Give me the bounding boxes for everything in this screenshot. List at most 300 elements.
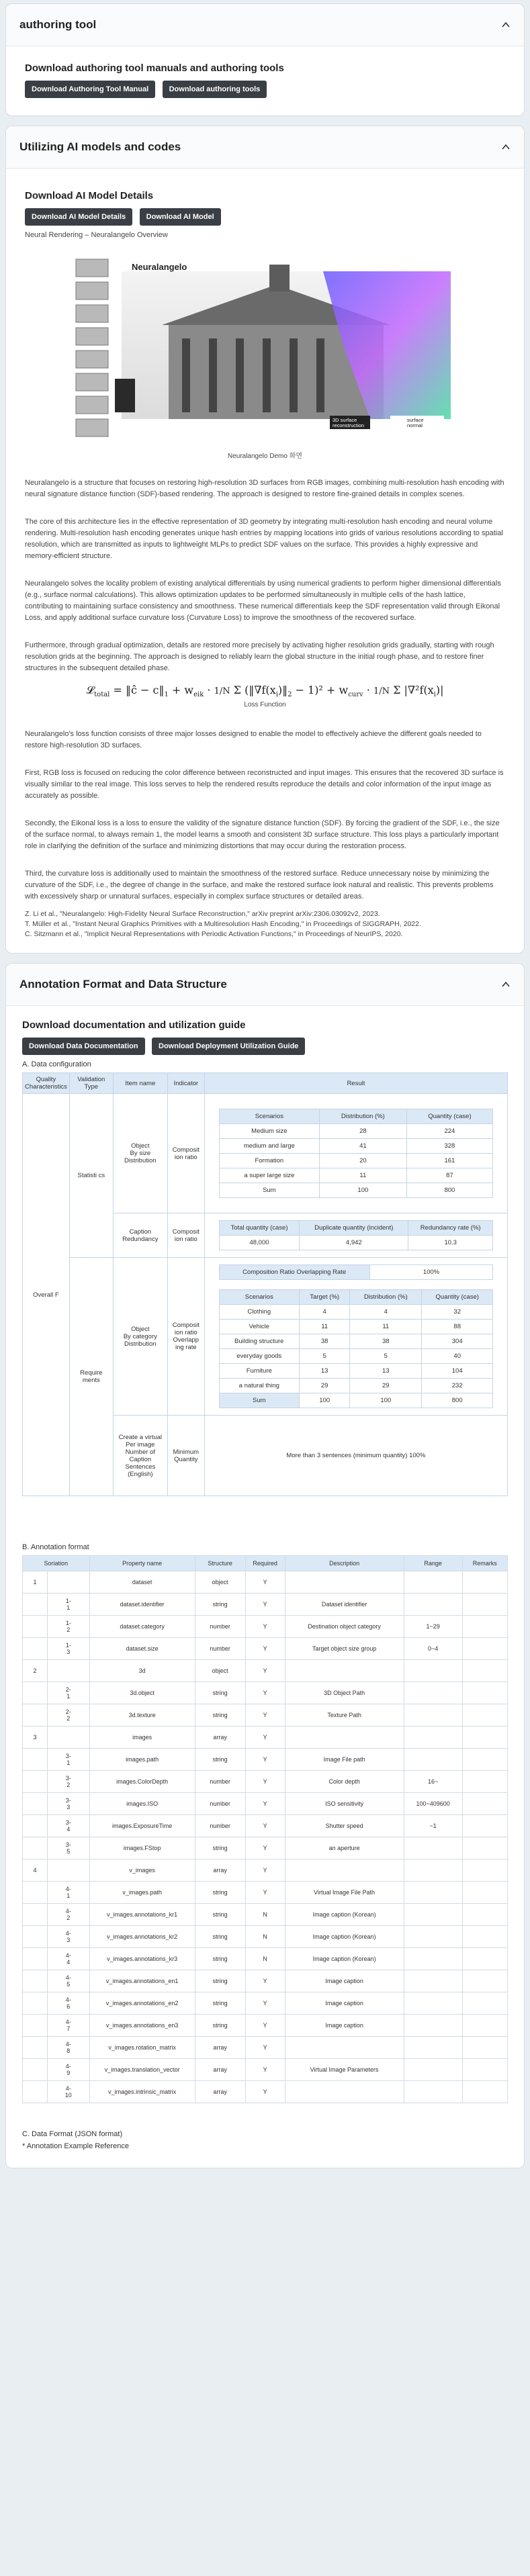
table-cell: v_images.annotations_kr1 [89,1904,195,1926]
table-cell: dataset.size [89,1638,195,1660]
table-cell: 161 [406,1154,493,1168]
table-cell [462,1815,507,1837]
table-cell: 13 [299,1364,349,1379]
table-cell [462,1704,507,1727]
table-cell: v_images.annotations_kr2 [89,1926,195,1948]
table-cell [404,1904,462,1926]
table-cell: 3- 4 [48,1815,90,1837]
table-cell: Y [245,1837,285,1859]
table-cell: Image caption [285,1992,404,2015]
table-row [23,1948,508,1970]
download-deployment-guide-button[interactable]: Download Deployment Utilization Guide [152,1038,305,1055]
table-cell: number [195,1815,245,1837]
col-header: Redundancy rate (%) [408,1221,493,1236]
paragraph: Furthermore, through gradual optimization, details are restored more precisely by activating higher resolution grids gradually, starting with rough resolution grids at the beginning. The approach is designed to reliably learn the global structure in the initial rough phase, and to restore finer structures in the subsequent detailed phase. [25,641,494,672]
paragraph: First, RGB loss is focused on reducing the color difference between reconstructed and input images. This ensures that the recovered 3D surface is visually similar to the real image. This loss serves to help the rendered results reproduce the details and color information of the input image as accurately as possible. [25,769,504,800]
col-header: Item name [113,1073,167,1094]
table-row [23,1926,508,1948]
result-cell: More than 3 sentences (minimum quantity) 100% [204,1416,507,1496]
table-cell [23,1749,48,1771]
table-cell [23,1970,48,1992]
table-cell [404,1571,462,1594]
col-header: Duplicate quantity (incident) [300,1221,408,1236]
table-row [23,1904,508,1926]
table-cell [23,1638,48,1660]
table-cell: Furniture [219,1364,299,1379]
table-cell: string [195,1970,245,1992]
section-title: authoring tool [19,18,97,31]
ai-models-header[interactable] [6,126,524,169]
table-cell [462,1837,507,1859]
table-row [23,1815,508,1837]
table-row [23,1749,508,1771]
table-cell: 1~29 [404,1616,462,1638]
col-header: Range [404,1556,462,1571]
paragraph: Third, the curvature loss is additionally used to maintain the smoothness of the restored surface. Reduce unnecessary noise by minimizing the curvature of the SDF, i.e., the degree of change in the surface, and make the restored surface look natural and realistic. This prevents problems with excessively sharp or unnatural surfaces, especially in complex surface structures or detailed areas. [25,870,494,901]
table-cell [23,1926,48,1948]
annotation-format-label: B. Annotation format [22,1543,89,1552]
table-cell: Virtual Image Parameters [285,2059,404,2081]
table-cell [404,2059,462,2081]
table-cell: 4- 5 [48,1970,90,1992]
table-cell: Y [245,1771,285,1793]
table-row [23,1793,508,1815]
table-cell [285,1859,404,1882]
table-cell: v_images.annotations_kr3 [89,1948,195,1970]
table-cell [48,1859,90,1882]
quality-cell: Overall F [23,1094,70,1496]
table-cell: 3d.texture [89,1704,195,1727]
table-cell: Image caption (Korean) [285,1904,404,1926]
table-cell [462,1882,507,1904]
table-cell: 3 [23,1727,48,1749]
indicator-cell: Composit ion ratio Overlapp ing rate [167,1258,204,1416]
table-cell: 40 [422,1349,493,1364]
table-cell [404,1727,462,1749]
reference-item: T. Müller et al., "Instant Neural Graphics Primitives with a Multiresolution Hash Encoding," in Proceedings of SIGGRAPH, 2022. [25,920,421,929]
table-cell: 48,000 [219,1236,300,1250]
table-cell [23,1594,48,1616]
validation-type-cell: Require ments [69,1258,113,1496]
table-cell: string [195,1882,245,1904]
table-row [23,1704,508,1727]
col-header: Distribution (%) [320,1109,407,1124]
table-cell: 100 [350,1393,422,1408]
table-cell [462,1970,507,1992]
table-cell: Y [245,1571,285,1594]
table-cell [462,2015,507,2037]
table-cell [404,2081,462,2103]
references [25,909,505,939]
data-configuration-label: A. Data configuration [22,1060,91,1069]
table-cell: string [195,2015,245,2037]
paragraph: Neuralangelo is a structure that focuses on restoring high-resolution 3D surfaces from RGB images, combining multi-resolution hash encoding with neural signature distance function (SDF)-based rendering. The approach is designed to restore fine-grained details in complex scenes. [25,479,504,498]
table-cell: number [195,1771,245,1793]
table-cell: 29 [299,1379,349,1393]
table-cell [23,1882,48,1904]
table-cell: 100% [369,1265,492,1280]
table-cell: Y [245,1815,285,1837]
table-cell: 100~409600 [404,1793,462,1815]
size-distribution-table [219,1109,494,1198]
table-cell: 87 [406,1168,493,1183]
table-cell: string [195,1749,245,1771]
table-row [23,1727,508,1749]
chevron-up-icon[interactable] [501,980,511,989]
figure-label: Neuralangelo [131,262,187,272]
table-cell [23,2059,48,2081]
table-row [23,2081,508,2103]
table-cell: Composition Ratio Overlapping Rate [219,1265,369,1280]
chevron-up-icon[interactable] [501,142,511,152]
table-cell: 224 [406,1124,493,1139]
col-header: Remarks [462,1556,507,1571]
table-cell: 10.3 [408,1236,493,1250]
table-row [23,1638,508,1660]
table-cell: Y [245,1660,285,1682]
table-cell: string [195,1904,245,1926]
table-cell: Y [245,1793,285,1815]
indicator-cell: Composit ion ratio [167,1213,204,1258]
paragraph: Secondly, the Eikonal loss is a loss to ensure the validity of the signature distance function (SDF). By forcing the gradient of the SDF, i.e., the size of the surface normal, to always remain 1, the model learns a smooth and consistent 3D surface structure. This loss plays a particularly important role in clarifying the definition of the surface and minimizing distortions that may occur during the restoration process. [25,819,500,851]
table-row [23,1970,508,1992]
table-cell [462,1571,507,1594]
table-cell: Y [245,1727,285,1749]
table-cell: 4- 10 [48,2081,90,2103]
table-cell: Y [245,2015,285,2037]
table-row [23,1616,508,1638]
col-header: Property name [89,1556,195,1571]
table-cell: images.FStop [89,1837,195,1859]
table-cell: object [195,1571,245,1594]
table-cell: dataset.identifier [89,1594,195,1616]
table-cell: number [195,1793,245,1815]
table-cell: number [195,1616,245,1638]
table-cell [404,1594,462,1616]
table-cell: 38 [350,1334,422,1349]
table-cell [23,1815,48,1837]
table-cell: number [195,1638,245,1660]
table-cell: 104 [422,1364,493,1379]
table-cell [462,2037,507,2059]
table-cell: 4 [23,1859,48,1882]
breadcrumb: Neural Rendering – Neuralangelo Overview [25,231,168,239]
paragraph: Neuralangelo solves the locality problem of existing analytical differentials by using numerical gradients to perform higher dimensional differentials (e.g., surface normal calculations). This allows optimization updates to be performed simultaneously in multiple cells of the hash lattice, contributing to maintaining surface consistency and smoothness. These numerical differentials keep the SDF representation valid through Eikonal Loss, and apply additional surface curvature loss (Curvature Loss) to improve the smoothness of the recovered surface. [25,580,501,622]
table-cell: 4- 3 [48,1926,90,1948]
table-cell: 4- 9 [48,2059,90,2081]
table-cell [285,1571,404,1594]
table-cell: 800 [422,1393,493,1408]
annotation-format-card [5,963,525,2168]
table-cell [23,1682,48,1704]
result-cell [204,1258,507,1416]
table-cell: Vehicle [219,1320,299,1334]
table-cell [404,1682,462,1704]
table-cell: string [195,1837,245,1859]
overlap-table [219,1264,494,1280]
table-cell: 328 [406,1139,493,1154]
item-name-cell: Object By category Distribution [113,1258,167,1416]
table-cell: 11 [350,1320,422,1334]
table-cell: Y [245,1704,285,1727]
table-cell: array [195,1859,245,1882]
table-cell: Y [245,1616,285,1638]
table-cell: 2- 2 [48,1704,90,1727]
table-cell [404,1749,462,1771]
result-cell [204,1094,507,1213]
table-cell: v_images.annotations_en2 [89,1992,195,2015]
col-header: Quality Characteristics [23,1073,70,1094]
col-header: Scenarios [219,1109,320,1124]
table-cell: 5 [299,1349,349,1364]
section-heading: Download documentation and utilization guide [22,1019,246,1031]
table-cell: 5 [350,1349,422,1364]
table-cell [404,1992,462,2015]
table-cell [48,1727,90,1749]
table-cell: N [245,1926,285,1948]
table-cell [462,1638,507,1660]
table-cell: Y [245,1992,285,2015]
table-cell: array [195,2059,245,2081]
table-cell: Y [245,1682,285,1704]
table-cell: 304 [422,1334,493,1349]
table-cell [462,1948,507,1970]
table-cell: Image caption [285,1970,404,1992]
table-cell: 3- 3 [48,1793,90,1815]
category-distribution-table [219,1289,494,1408]
section-title: Utilizing AI models and codes [19,140,181,153]
annotation-example-note: * Annotation Example Reference [22,2142,129,2151]
table-cell: array [195,1727,245,1749]
download-model-button[interactable]: Download AI Model [140,208,221,226]
table-cell: images.ISO [89,1793,195,1815]
table-row [23,2015,508,2037]
table-cell: Y [245,1638,285,1660]
table-cell: string [195,1594,245,1616]
table-cell: Image caption (Korean) [285,1926,404,1948]
table-cell: Clothing [219,1305,299,1320]
table-cell [285,2037,404,2059]
download-manual-button[interactable]: Download Authoring Tool Manual [25,81,155,98]
item-name-cell: Object By size Distribution [113,1094,167,1213]
table-cell: 2 [23,1660,48,1682]
col-header: Scenarios [219,1290,299,1305]
table-cell [462,1682,507,1704]
table-cell: Sum [219,1183,320,1198]
validation-type-cell: Statisti cs [69,1094,113,1258]
table-cell [404,2015,462,2037]
table-cell: images.ColorDepth [89,1771,195,1793]
loss-formula: 𝓛$_{total}$ = ‖ĉ − $c‖_1 + w_{eik} \cdot 1/N$ Σ $(‖\nabla f(x_i)‖_2 - 1)^2 + w_{curv} \cdot 1/N$ Σ $|\nabla^2f(x_i)|$ [86,684,444,699]
table-cell: Building structure [219,1334,299,1349]
table-cell: a natural thing [219,1379,299,1393]
table-cell [462,1749,507,1771]
table-cell: 11 [320,1168,407,1183]
table-cell: 3- 5 [48,1837,90,1859]
table-cell [23,2037,48,2059]
table-cell: 32 [422,1305,493,1320]
table-cell: 29 [350,1379,422,1393]
table-cell: 3- 1 [48,1749,90,1771]
table-cell: 4 [299,1305,349,1320]
table-cell [23,1771,48,1793]
table-cell [462,1793,507,1815]
table-cell: Y [245,2059,285,2081]
table-cell: Destination object category [285,1616,404,1638]
table-cell: everyday goods [219,1349,299,1364]
table-cell [23,1904,48,1926]
col-header: Quantity (case) [422,1290,493,1305]
formula-caption: Loss Function [244,701,286,709]
table-cell: 100 [320,1183,407,1198]
table-cell: Target object size group [285,1638,404,1660]
table-cell [462,1771,507,1793]
table-cell: Shutter speed [285,1815,404,1837]
table-cell: 38 [299,1334,349,1349]
table-cell: v_images.translation_vector [89,2059,195,2081]
neuralangelo-demo-figure [75,244,456,446]
table-cell [23,2015,48,2037]
col-header: Description [285,1556,404,1571]
table-cell: Virtual Image File Path [285,1882,404,1904]
table-cell: 800 [406,1183,493,1198]
table-cell: an aperture [285,1837,404,1859]
redundancy-table [219,1220,494,1250]
table-cell: Y [245,1594,285,1616]
table-cell: 88 [422,1320,493,1334]
table-cell [23,1616,48,1638]
table-cell [462,1904,507,1926]
table-cell: string [195,1948,245,1970]
paragraph: Neuralangelo's loss function consists of three major losses designed to enable the model to effectively achieve the different goals needed to restore high-resolution 3D surfaces. [25,730,482,750]
table-cell: Image caption [285,2015,404,2037]
table-cell [23,1992,48,2015]
overlay-label-surface: 3D surface [332,417,357,423]
table-cell: images.ExposureTime [89,1815,195,1837]
table-cell [462,1660,507,1682]
table-cell [462,1594,507,1616]
item-name-cell: Caption Redundancy [113,1213,167,1258]
table-cell [285,2081,404,2103]
table-cell: Image caption (Korean) [285,1948,404,1970]
table-cell: string [195,1992,245,2015]
table-cell [23,1793,48,1815]
table-cell [462,1616,507,1638]
table-cell: 4- 2 [48,1904,90,1926]
table-row [23,2037,508,2059]
table-cell: N [245,1904,285,1926]
table-cell [462,1859,507,1882]
table-cell: dataset [89,1571,195,1594]
annotation-format-header[interactable] [6,964,524,1006]
table-row [23,1682,508,1704]
col-header: Structure [195,1556,245,1571]
table-cell: Y [245,1970,285,1992]
download-tools-button[interactable]: Download authoring tools [163,81,267,98]
table-cell: v_images.annotations_en1 [89,1970,195,1992]
annotation-format-table [22,1555,508,2103]
table-cell [462,1727,507,1749]
col-header: Distribution (%) [350,1290,422,1305]
overlay-label-normal: surface [406,417,424,423]
col-header: Total quantity (case) [219,1221,300,1236]
table-cell: 3- 2 [48,1771,90,1793]
authoring-tool-header[interactable] [6,4,524,46]
table-cell: 0~4 [404,1638,462,1660]
download-data-doc-button[interactable]: Download Data Documentation [22,1038,145,1055]
data-format-label: C. Data Format (JSON format) [22,2130,123,2139]
download-model-details-button[interactable]: Download AI Model Details [25,208,132,226]
table-cell [48,1571,90,1594]
table-cell: images.path [89,1749,195,1771]
table-cell [23,2081,48,2103]
chevron-up-icon[interactable] [501,20,511,30]
col-header: Validation Type [69,1073,113,1094]
table-cell: 2- 1 [48,1682,90,1704]
table-cell: 232 [422,1379,493,1393]
table-cell: v_images.rotation_matrix [89,2037,195,2059]
table-cell: Y [245,1749,285,1771]
table-cell [404,1926,462,1948]
table-cell: 100 [299,1393,349,1408]
table-cell [404,1948,462,1970]
table-cell [404,1660,462,1682]
table-cell: 11 [299,1320,349,1334]
ai-models-card [5,126,525,954]
table-cell [404,1970,462,1992]
table-cell [404,1882,462,1904]
table-cell: 1 [23,1571,48,1594]
table-cell: 4- 8 [48,2037,90,2059]
indicator-cell: Composit ion ratio [167,1094,204,1213]
table-cell: array [195,2081,245,2103]
table-cell: Texture Path [285,1704,404,1727]
table-cell: string [195,1926,245,1948]
table-row [23,1660,508,1682]
table-cell: 4,942 [300,1236,408,1250]
reference-item: C. Sitzmann et al., "Implicit Neural Representations with Periodic Activation Functions," in Proceedings of NeurIPS, 2020. [25,930,403,939]
table-cell: 3D Object Path [285,1682,404,1704]
table-cell: 1- 3 [48,1638,90,1660]
table-cell: Y [245,2081,285,2103]
table-cell: v_images [89,1859,195,1882]
table-row [23,1571,508,1594]
col-header: Soriation [23,1556,90,1571]
table-cell: Dataset identifier [285,1594,404,1616]
table-row [23,2059,508,2081]
table-cell [462,2059,507,2081]
table-cell: Formation [219,1154,320,1168]
table-cell: 16~ [404,1771,462,1793]
paragraph: The core of this architecture lies in the effective representation of 3D geometry by integrating multi-resolution hash encoding and neural volume rendering. Multi-resolution hash encoding generates unique hash entries by mapping locations into grids of various resolutions according to spatial resolution, which are transmitted as inputs to lightweight MLPs to predict SDF values on the surface. This provides a highly expressive and memory-efficient structure. [25,518,503,560]
table-cell: N [245,1948,285,1970]
demo-image [75,244,456,446]
table-cell: 1- 1 [48,1594,90,1616]
table-cell: 3d.object [89,1682,195,1704]
item-name-cell: Create a virtual Per image Number of Caption Sentences (English) [113,1416,167,1496]
table-cell: v_images.annotations_en3 [89,2015,195,2037]
col-header: Target (%) [299,1290,349,1305]
table-cell [462,1992,507,2015]
table-row [23,1859,508,1882]
table-cell: 4- 1 [48,1882,90,1904]
table-cell: dataset.category [89,1616,195,1638]
result-cell [204,1213,507,1258]
table-cell: medium and large [219,1139,320,1154]
table-cell [285,1660,404,1682]
table-cell: v_images.path [89,1882,195,1904]
col-header: Indicator [167,1073,204,1094]
